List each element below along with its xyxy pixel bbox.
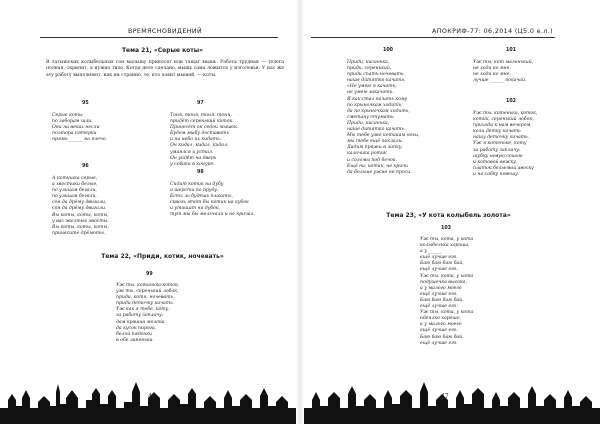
song-100-number: 100 xyxy=(383,48,394,53)
left-running-header xyxy=(40,27,278,38)
verse-line: Уж ты, котенька, коток, xyxy=(473,111,538,116)
verse-line: за работу заплачу: xyxy=(473,147,521,153)
verse-line: Уж ты, кота, у кота xyxy=(420,273,474,279)
topic-21-intro: В латышских колыбельных сон малышу приносят или тащат мышь. Работа трудная — телега полная, скрипит, а нужно тихо. Когда дело сделано, мышь сама ложится у изголовья. У нас же эту работу выполняют, как ни странно, те, кто ловит мышей, — коты. xyxy=(46,60,284,78)
right-running-header xyxy=(311,27,555,38)
song-103-number: 103 xyxy=(441,226,452,231)
verse-line: Баю баю баю бай, xyxy=(420,334,464,340)
verse-line: да по крыночкам ходить, xyxy=(347,108,410,114)
verse-line: сметану стумать. xyxy=(347,114,395,120)
verse-line: Баю баю баю бай, xyxy=(420,297,464,303)
verse-line: да больше ужне не проси. xyxy=(347,169,412,175)
topic-21-heading: Тема 21, «Серые коты» xyxy=(121,47,204,54)
song-102-text xyxy=(473,111,537,178)
verse-line: Дадим пряжи в лапку, xyxy=(347,145,403,151)
verse-line: Будем мыбу доставать xyxy=(170,131,230,137)
song-101-text xyxy=(473,60,533,84)
verse-line: Уж ты, кота, у кота xyxy=(420,310,474,316)
verse-line: по улицам бегали, xyxy=(52,194,97,200)
verse-line: Вы коты, коты, коты, xyxy=(52,212,109,218)
verse-line: мы тебе ещё поклали. xyxy=(347,139,404,145)
verse-line: коли детку качать xyxy=(473,129,521,135)
verse-line: сквозь этот бы котик на кубок xyxy=(170,200,249,206)
verse-line: сон да дрёму двигали. xyxy=(52,206,107,212)
verse-line: и утащит на дубок, xyxy=(170,206,221,212)
verse-line: приходи к нам вечером, xyxy=(473,123,532,129)
verse-line: у собаки в конуре. xyxy=(170,161,215,167)
verse-line: не ходи ко мне, xyxy=(473,66,511,72)
verse-line: а у ______ xyxy=(420,249,443,255)
verse-line: да кусок пирога, xyxy=(116,325,157,331)
song-99-number: 99 xyxy=(146,272,153,277)
verse-line: Я как стал качать кому xyxy=(347,96,408,102)
verse-line: Есть ль будешь плакать, xyxy=(170,194,233,200)
topic-23-heading: Тема 23, «У кота колыбель золота» xyxy=(386,212,511,219)
verse-line: прямо ______ на плечо. xyxy=(52,137,108,143)
verse-line: Серые коты xyxy=(52,113,83,118)
left-page-number: 46 xyxy=(148,393,156,400)
song-95-text xyxy=(52,113,107,143)
song-96-number: 96 xyxy=(82,164,89,169)
verse-line: приди, серенький, xyxy=(347,66,392,72)
verse-line: Баю баю баю бай, xyxy=(420,261,464,267)
verse-line: ещё лучше его. xyxy=(420,328,458,334)
verse-line: дам кувшин молока xyxy=(116,319,165,325)
verse-line: ещё лучше его. xyxy=(420,255,458,261)
verse-line: ещё лучше его. xyxy=(420,340,458,346)
verse-line: у вас желтые хвосты. xyxy=(52,218,109,224)
verse-line: А котишка серые, xyxy=(52,176,98,181)
verse-line: за работу заплачу: xyxy=(116,313,164,319)
verse-line: платок бельемой авоску xyxy=(473,165,534,171)
verse-line: и котовой вежку, xyxy=(473,159,518,165)
verse-line: Ещё на, котик, не кричи xyxy=(347,163,408,169)
verse-line: Мы тебе уже котикам нохи, xyxy=(347,133,420,139)
song-97-number: 97 xyxy=(197,101,204,106)
verse-line: не ходи ко мне, xyxy=(473,72,511,78)
verse-line: подушечка высока, xyxy=(420,279,467,285)
song-97-text xyxy=(170,113,238,168)
verse-line: белой пяденки xyxy=(116,331,152,337)
song-96-text xyxy=(52,176,109,237)
song-103-text xyxy=(420,237,473,347)
verse-line: ещё лучше его. xyxy=(420,291,458,297)
verse-line: по улицам бегали, xyxy=(52,188,97,194)
verse-line: не умею закачать. xyxy=(347,90,394,96)
verse-line: и на небо их кидать. xyxy=(170,137,222,143)
verse-line: Он уйдёт на дверь xyxy=(170,155,217,161)
verse-line: котик, серенький лобок, xyxy=(473,117,534,123)
verse-line: наше дитятко качать. xyxy=(347,78,406,84)
verse-line: лучше ______ покачай. xyxy=(473,78,527,84)
verse-line: принесите дрёмоты. xyxy=(52,230,106,236)
right-page xyxy=(305,0,595,424)
verse-line: Принесёт он седой мышок. xyxy=(170,125,239,131)
verse-line: сон да дрёму двигали, xyxy=(52,200,107,206)
verse-line: ещё лучше его. xyxy=(420,304,458,310)
verse-line: Сидит котик на дубу xyxy=(170,182,224,187)
verse-line: приди деточку качать. xyxy=(116,301,175,307)
left-page xyxy=(0,0,290,424)
verse-line: Уж ты, котинька-коток, xyxy=(116,283,180,288)
verse-line: «Не умею я качать, xyxy=(347,84,397,90)
verse-line: умаялся и устал. xyxy=(170,149,214,155)
verse-line: и шерсти по пруду. xyxy=(170,188,219,194)
verse-line: колыбелька хороша, xyxy=(420,243,470,249)
verse-line: Приди, кисанька, xyxy=(347,60,390,65)
song-95-number: 95 xyxy=(82,101,89,106)
verse-line: Уж ты, кот маленький, xyxy=(473,60,534,65)
topic-22-heading: Тема 22, «Приди, котик, ночевать» xyxy=(101,253,224,260)
verse-line: а у малого моего xyxy=(420,285,462,291)
verse-line: Вы коты, коты, коты, xyxy=(52,224,109,230)
verse-line: а у малого моего xyxy=(420,322,462,328)
verse-line: и на сабку повешу. xyxy=(473,171,520,177)
verse-line: шубку новую сошью xyxy=(473,153,523,159)
verse-line: в обе лапеньки. xyxy=(116,337,154,343)
verse-line: уж ты, серенький лобок, xyxy=(116,289,179,295)
verse-line: и соломы под бочок. xyxy=(347,157,397,163)
verse-line: Он кидал, кидал, кидал, xyxy=(170,143,229,149)
left-header-title: ВРЕМЯСНОВИДЕНИЙ xyxy=(128,28,203,35)
right-page-number: 47 xyxy=(441,393,449,400)
verse-line: приди, котя, ночевать, xyxy=(116,295,175,301)
song-99-text xyxy=(116,283,179,344)
verse-line: Приди, кисанька, xyxy=(347,120,390,126)
verse-line: калачика ротик xyxy=(347,151,387,157)
song-100-text xyxy=(347,60,419,176)
verse-line: а хвостики белые, xyxy=(52,182,98,188)
song-101-number: 101 xyxy=(506,48,517,53)
verse-line: Уж ты, кота, у кота xyxy=(420,237,474,242)
verse-line: Уж я котеньке, коту xyxy=(473,141,527,147)
verse-line: тут мы бы мельчали и не кричал. xyxy=(170,212,255,218)
city-skyline-decoration xyxy=(0,364,600,424)
verse-line: приди спать-ночевать, xyxy=(347,72,405,78)
verse-line: наше дитятко качать. xyxy=(347,127,406,133)
verse-line: по крыночкам ходить, xyxy=(347,102,403,108)
verse-line: Они на веках несли xyxy=(52,125,100,131)
book-gutter xyxy=(296,0,304,424)
verse-line: Уж как я тебе, коту, xyxy=(116,307,170,313)
right-header-title: АПОКРИФ-77: 06.2014 (Ц5.0 е.л.) xyxy=(432,28,553,35)
song-102-number: 102 xyxy=(506,99,517,104)
verse-line: нашу деточку качать. xyxy=(473,135,530,141)
song-98-text xyxy=(170,182,255,219)
verse-line: ещё лучше его. xyxy=(420,267,458,273)
verse-line: полтора пятерки xyxy=(52,131,97,137)
verse-line: Тоня, тоня, тоня, тоня, xyxy=(170,113,232,118)
verse-line: одеялко хорошо, xyxy=(420,316,461,322)
verse-line: по заборам шли. xyxy=(52,119,93,125)
song-98-number: 98 xyxy=(197,170,204,175)
verse-line: придёт серенький коток. xyxy=(170,119,234,125)
